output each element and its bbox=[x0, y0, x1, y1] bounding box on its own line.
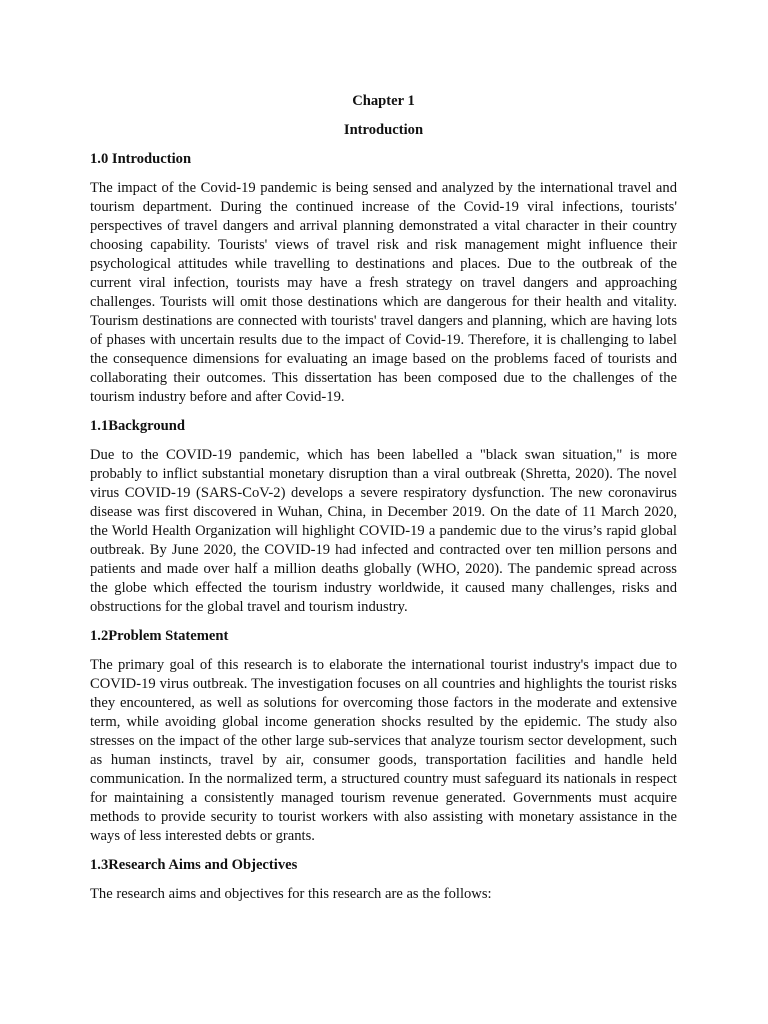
section-paragraph-background: Due to the COVID-19 pandemic, which has been labelled a "black swan situation," is more probably to inflict substantial monetary disruption than a viral outbreak (Shretta, 2020). The novel virus COVID-19 (SARS-CoV-2) develops a severe respiratory dysfunction. The new coronavirus disease was first discovered in Wuhan, China, in December 2019. On the date of 11 March 2020, the World Health Organization will highlight COVID-19 a pandemic due to the virus’s rapid global outbreak. By June 2020, the COVID-19 had infected and contracted over ten million persons and patients and made over half a million deaths globally (WHO, 2020). The pandemic spread across the globe which effected the tourism industry worldwide, it caused many challenges, risks and obstructions for the global travel and tourism industry. bbox=[90, 447, 677, 615]
section-heading-aims-objectives: 1.3Research Aims and Objectives bbox=[90, 857, 298, 873]
section-heading-problem-statement: 1.2Problem Statement bbox=[90, 628, 229, 644]
section-heading-introduction: 1.0 Introduction bbox=[90, 151, 192, 167]
chapter-title: Introduction bbox=[343, 122, 424, 138]
section-paragraph-aims-objectives: The research aims and objectives for this research are as the follows: bbox=[90, 886, 492, 902]
section-paragraph-introduction: The impact of the Covid-19 pandemic is being sensed and analyzed by the international travel and tourism department. During the continued increase of the Covid-19 viral infections, tourists' perspectives of travel dangers and arrival planning demonstrated a vital character in their country choosing capability. Tourists' views of travel risk and risk management might influence their psychological attitudes while travelling to destinations and places. Due to the outbreak of the current viral infection, tourists may have a fresh strategy on travel dangers and approaching challenges. Tourists will omit those destinations which are dangerous for their health and vitality. Tourism destinations are connected with tourists' travel dangers and planning, which are having lots of phases with uncertain results due to the impact of Covid-19. Therefore, it is challenging to label the consequence dimensions for evaluating an image based on the problems faced of tourists and collaborating their outcomes. This dissertation has been composed due to the challenges of the tourism industry before and after Covid-19. bbox=[90, 180, 677, 405]
document-body bbox=[90, 92, 677, 904]
chapter-label: Chapter 1 bbox=[352, 93, 415, 109]
section-heading-background: 1.1Background bbox=[90, 418, 186, 434]
section-paragraph-problem-statement: The primary goal of this research is to elaborate the international tourist industry's impact due to COVID-19 virus outbreak. The investigation focuses on all countries and highlights the tourist risks they encountered, as well as solutions for overcoming those factors in the moderate and extensive term, while avoiding global income generation shocks resulted by the epidemic. The study also stresses on the impact of the other large sub-services that analyze tourism sector development, such as human instincts, travel by air, consumer goods, transportation facilities and handle held communication. In the normalized term, a structured country must safeguard its nationals in respect for maintaining a consistently managed tourism revenue generated. Governments must acquire methods to provide security to tourist workers with also assisting with monetary assistance in the ways of less interested debts or grants. bbox=[90, 657, 677, 844]
